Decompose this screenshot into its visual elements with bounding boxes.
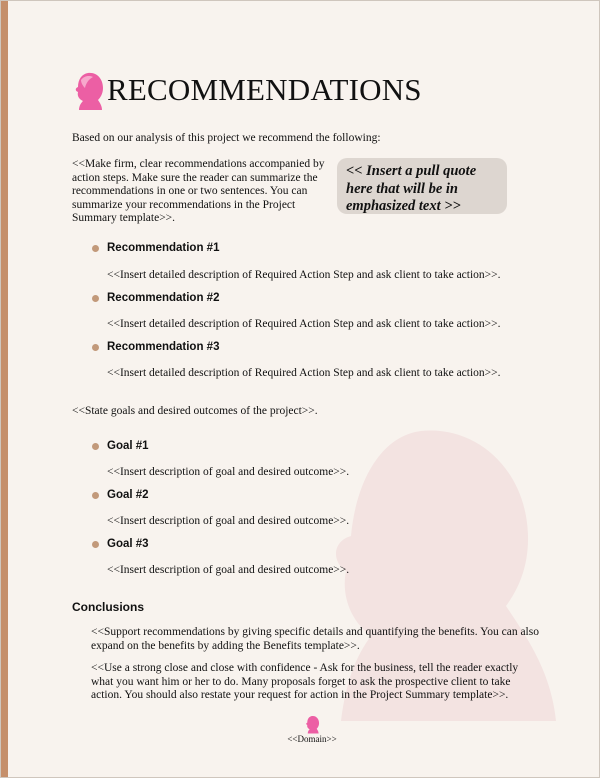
intro-text: Based on our analysis of this project we recommend the following: [72, 132, 381, 144]
left-accent-bar [1, 1, 8, 778]
goal-description: <<Insert description of goal and desired outcome>>. [107, 564, 350, 576]
bullet-icon [92, 245, 99, 252]
woman-silhouette-logo-icon [71, 71, 105, 111]
bullet-icon [92, 443, 99, 450]
bullet-icon [92, 541, 99, 548]
bullet-icon [92, 344, 99, 351]
goal-title: Goal #3 [107, 538, 149, 550]
conclusion-paragraph: <<Use a strong close and close with confidence - Ask for the business, tell the reader exactly what you want him or her to do. Many proposals forget to ask the prospective client to take action. You should also restate your request for action in the Project Summary template>>. [91, 662, 519, 702]
goal-title: Goal #2 [107, 489, 149, 501]
state-goals-text: <<State goals and desired outcomes of the project>>. [72, 405, 318, 417]
make-firm-text: <<Make firm, clear recommendations accompanied by action steps. Make sure the reader can summarize the recommendations in one or two sentences. You can summarize your recommendations in the Project Summary template>>. [72, 158, 325, 225]
recommendation-title: Recommendation #3 [107, 341, 220, 353]
goal-description: <<Insert description of goal and desired outcome>>. [107, 515, 350, 527]
recommendation-title: Recommendation #1 [107, 242, 220, 254]
footer-domain: <<Domain>> [287, 734, 337, 744]
woman-silhouette-footer-icon [304, 715, 320, 734]
goal-description: <<Insert description of goal and desired outcome>>. [107, 466, 350, 478]
recommendation-title: Recommendation #2 [107, 292, 220, 304]
recommendation-description: <<Insert detailed description of Required Action Step and ask client to take action>>. [107, 367, 501, 379]
recommendation-description: <<Insert detailed description of Required Action Step and ask client to take action>>. [107, 269, 501, 281]
page-title: RECOMMENDATIONS [107, 72, 422, 107]
conclusion-paragraph: <<Support recommendations by giving specific details and quantifying the benefits. You can also expand on the benefits by adding the Benefits template>>. [91, 626, 539, 652]
pull-quote: << Insert a pull quote here that will be in emphasized text >> [337, 158, 507, 214]
bullet-icon [92, 492, 99, 499]
recommendation-description: <<Insert detailed description of Required Action Step and ask client to take action>>. [107, 318, 501, 330]
conclusions-heading: Conclusions [72, 600, 145, 614]
bullet-icon [92, 295, 99, 302]
goal-title: Goal #1 [107, 440, 149, 452]
